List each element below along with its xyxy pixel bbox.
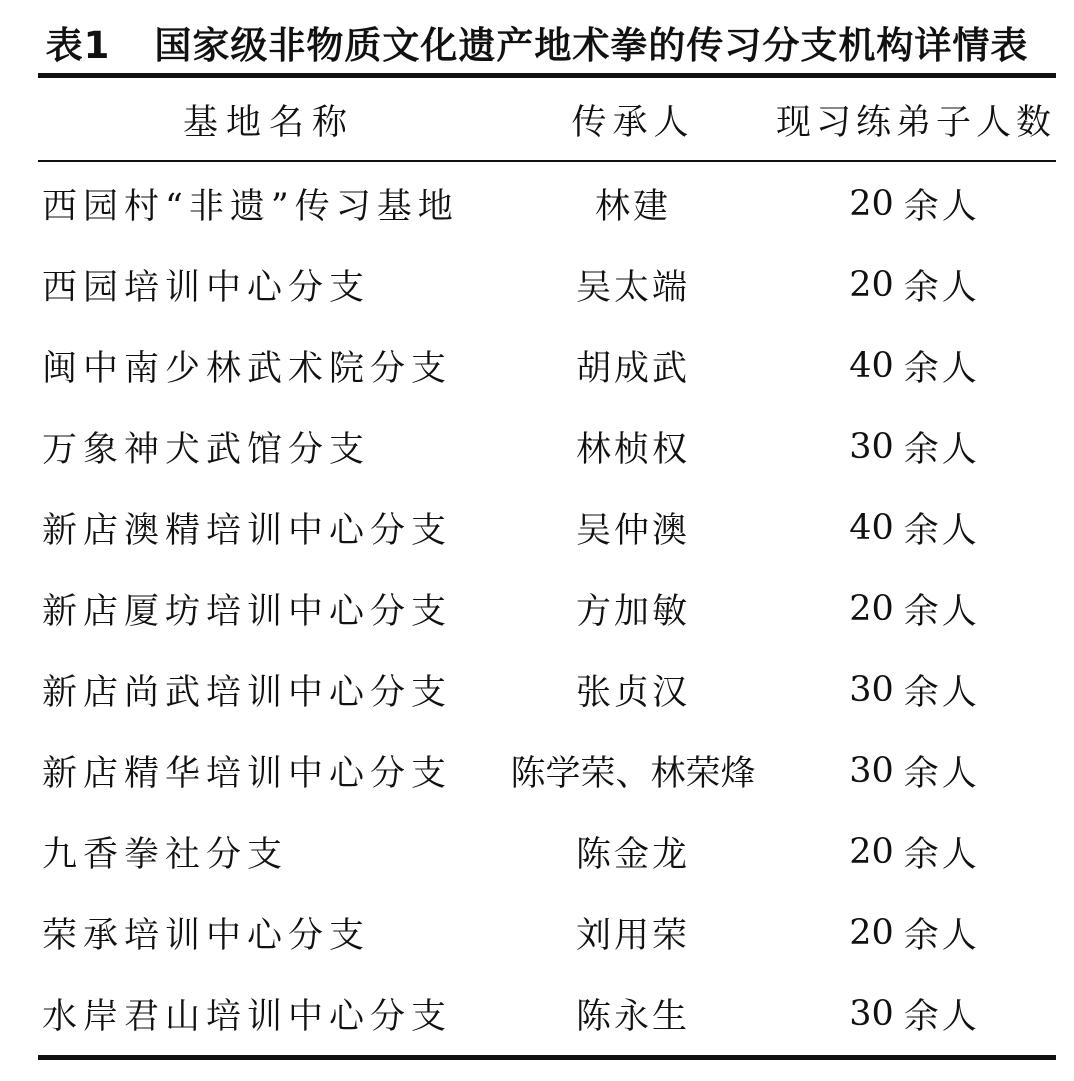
top-rule xyxy=(38,73,1056,78)
count-number: 30 xyxy=(849,669,894,710)
cell-disciple-count xyxy=(773,811,1056,892)
cell-disciple-count xyxy=(773,487,1056,568)
table-row xyxy=(38,892,1056,973)
cell-heir: 林桢权 xyxy=(575,429,690,470)
cell-base-name: 新店尚武培训中心分支 xyxy=(42,672,453,713)
cell-heir: 陈学荣、林荣烽 xyxy=(510,753,756,794)
count-unit: 余人 xyxy=(903,672,980,713)
cell-disciple-count xyxy=(773,244,1056,325)
table-body xyxy=(38,163,1056,1053)
cell-disciple-count xyxy=(773,325,1056,406)
table-row xyxy=(38,244,1056,325)
cell-heir: 刘用荣 xyxy=(575,915,690,956)
cell-base-name: 新店厦坊培训中心分支 xyxy=(42,591,453,632)
cell-base-name: 万象神犬武馆分支 xyxy=(42,429,371,470)
cell-base-name: 西园培训中心分支 xyxy=(42,267,371,308)
count-number: 30 xyxy=(849,993,894,1034)
header-rule xyxy=(38,160,1056,162)
cell-disciple-count xyxy=(773,406,1056,487)
cell-disciple-count xyxy=(773,649,1056,730)
cell-heir: 陈金龙 xyxy=(575,834,690,875)
table-title: 国家级非物质文化遗产地术拳的传习分支机构详情表 xyxy=(154,24,1029,67)
count-unit: 余人 xyxy=(903,591,980,632)
table-caption xyxy=(0,18,1074,74)
count-number: 30 xyxy=(849,750,894,791)
table-row xyxy=(38,730,1056,811)
table-row xyxy=(38,811,1056,892)
cell-heir: 张贞汉 xyxy=(575,672,690,713)
count-unit: 余人 xyxy=(903,186,980,227)
table-number: 表1 xyxy=(45,24,111,67)
count-number: 20 xyxy=(849,831,894,872)
cell-disciple-count xyxy=(773,973,1056,1054)
count-unit: 余人 xyxy=(903,915,980,956)
cell-heir: 胡成武 xyxy=(575,348,690,389)
table-row xyxy=(38,406,1056,487)
count-unit: 余人 xyxy=(903,510,980,551)
cell-disciple-count xyxy=(773,730,1056,811)
count-number: 20 xyxy=(849,912,894,953)
cell-heir: 林建 xyxy=(594,186,671,227)
count-number: 40 xyxy=(849,345,894,386)
count-number: 20 xyxy=(849,183,894,224)
cell-base-name: 新店精华培训中心分支 xyxy=(42,753,453,794)
count-unit: 余人 xyxy=(903,753,980,794)
cell-disciple-count xyxy=(773,163,1056,244)
table-row xyxy=(38,973,1056,1054)
cell-heir: 方加敏 xyxy=(575,591,690,632)
cell-disciple-count xyxy=(773,568,1056,649)
count-number: 40 xyxy=(849,507,894,548)
header-base-name: 基地名称 xyxy=(183,103,356,143)
cell-base-name: 闽中南少林武术院分支 xyxy=(42,348,453,389)
count-number: 30 xyxy=(849,426,894,467)
count-unit: 余人 xyxy=(903,996,980,1037)
header-disciple-count: 现习练弟子人数 xyxy=(775,103,1056,143)
cell-heir: 陈永生 xyxy=(575,996,690,1037)
cell-base-name: 西园村“非遗”传习基地 xyxy=(42,186,459,227)
table-row xyxy=(38,649,1056,730)
count-unit: 余人 xyxy=(903,267,980,308)
cell-base-name: 荣承培训中心分支 xyxy=(42,915,371,956)
header-heir: 传承人 xyxy=(571,103,695,143)
cell-disciple-count xyxy=(773,892,1056,973)
count-number: 20 xyxy=(849,264,894,305)
cell-heir: 吴太端 xyxy=(575,267,690,308)
bottom-rule xyxy=(38,1055,1056,1060)
count-number: 20 xyxy=(849,588,894,629)
cell-base-name: 水岸君山培训中心分支 xyxy=(42,996,453,1037)
table-row xyxy=(38,568,1056,649)
table-row xyxy=(38,163,1056,244)
table-row xyxy=(38,325,1056,406)
table-header xyxy=(38,80,1056,160)
count-unit: 余人 xyxy=(903,834,980,875)
cell-base-name: 九香拳社分支 xyxy=(42,834,289,875)
count-unit: 余人 xyxy=(903,429,980,470)
cell-heir: 吴仲澳 xyxy=(575,510,690,551)
count-unit: 余人 xyxy=(903,348,980,389)
cell-base-name: 新店澳精培训中心分支 xyxy=(42,510,453,551)
table-row xyxy=(38,487,1056,568)
